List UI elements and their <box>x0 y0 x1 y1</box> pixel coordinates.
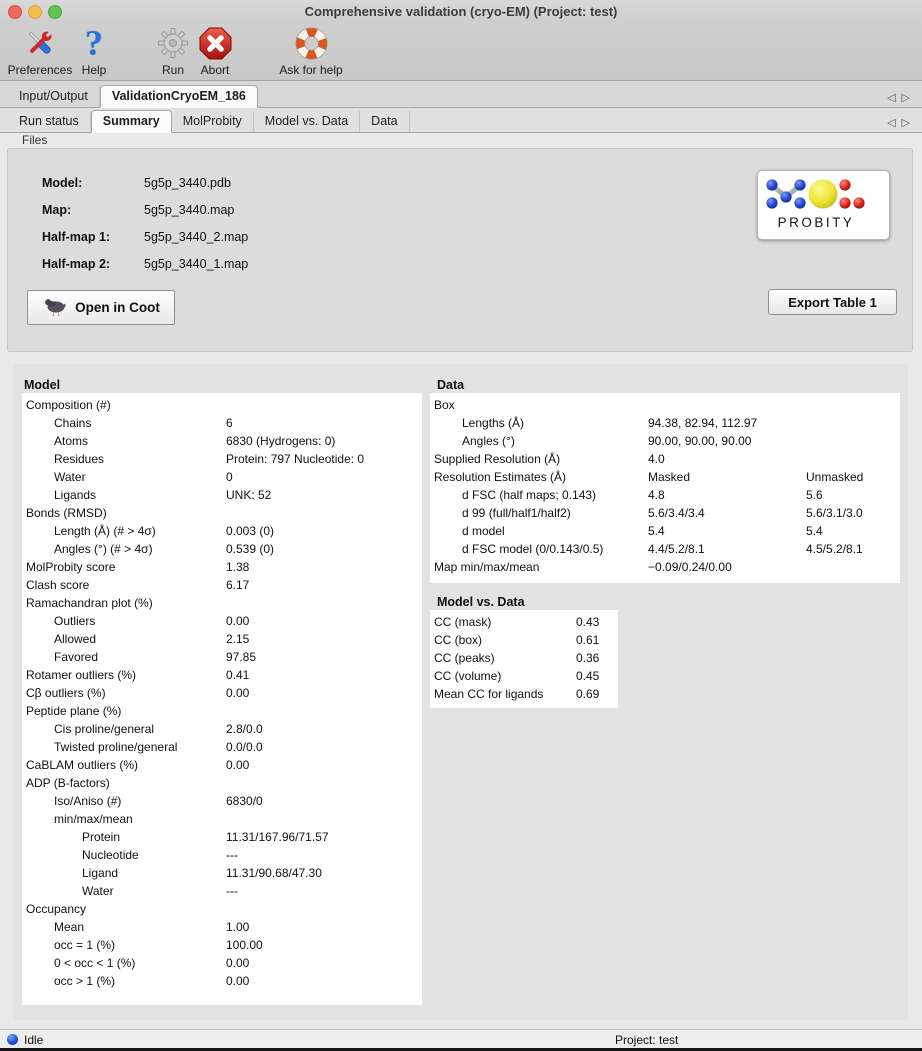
secondary-tabs <box>8 110 410 132</box>
row-label: d 99 (full/half1/half2) <box>462 506 571 520</box>
tools-icon <box>23 24 57 62</box>
row-value: 97.85 <box>226 650 257 664</box>
table-row <box>430 504 900 522</box>
row-label: Bonds (RMSD) <box>26 506 107 520</box>
row-label: Mean CC for ligands <box>434 687 544 701</box>
row-label: Nucleotide <box>82 848 139 862</box>
table-row <box>22 810 422 828</box>
row-label: Map min/max/mean <box>434 560 540 574</box>
table-row <box>22 972 422 990</box>
file-label: Model: <box>42 176 83 190</box>
row-value: 6.17 <box>226 578 250 592</box>
coot-bird-icon <box>42 296 69 320</box>
row-value-masked: 4.4/5.2/8.1 <box>648 542 705 556</box>
row-label: Water <box>82 884 114 898</box>
row-label: Rotamer outliers (%) <box>26 668 137 682</box>
tab-scroll-right-icon[interactable]: ▷ <box>901 92 916 104</box>
tab-scroll-nav <box>887 91 916 104</box>
status-indicator-icon <box>7 1034 18 1045</box>
row-value: 0.003 (0) <box>226 524 275 538</box>
tab-molprobity[interactable]: MolProbity <box>172 111 254 132</box>
table-row <box>22 612 422 630</box>
row-label: ADP (B-factors) <box>26 776 110 790</box>
row-value: 0 <box>226 470 233 484</box>
model-section-title: Model <box>24 378 61 392</box>
model-vs-data-table <box>430 610 618 708</box>
row-value: 0.36 <box>576 651 600 665</box>
row-value-masked: 4.8 <box>648 488 665 502</box>
tab-summary[interactable]: Summary <box>91 110 172 133</box>
row-value: 11.31/167.96/71.57 <box>226 830 329 844</box>
row-label: CC (peaks) <box>434 651 495 665</box>
row-label: Water <box>54 470 86 484</box>
files-group-label: Files <box>22 133 48 147</box>
molprobity-caption: PROBITY <box>777 215 854 230</box>
tab-validationcryoem-186[interactable]: ValidationCryoEM_186 <box>100 85 258 108</box>
row-label: d FSC model (0/0.143/0.5) <box>462 542 604 556</box>
row-value-unmasked: Unmasked <box>806 470 864 484</box>
row-value-masked: 90.00, 90.00, 90.00 <box>648 434 752 448</box>
table-row <box>430 522 900 540</box>
row-label: Ligands <box>54 488 97 502</box>
table-row <box>22 900 422 918</box>
row-value: 0.69 <box>576 687 600 701</box>
row-label: Favored <box>54 650 99 664</box>
row-label: Protein <box>82 830 121 844</box>
file-value: 5g5p_3440.map <box>144 203 235 217</box>
primary-tabs <box>8 85 258 107</box>
export-table-label: Export Table 1 <box>788 294 877 310</box>
file-value: 5g5p_3440.pdb <box>144 176 231 190</box>
row-label: CC (mask) <box>434 615 492 629</box>
table-row <box>430 540 900 558</box>
row-value-unmasked: 4.5/5.2/8.1 <box>806 542 863 556</box>
row-value: 0.00 <box>226 974 250 988</box>
table-row <box>430 685 618 703</box>
row-value: 6830 (Hydrogens: 0) <box>226 434 336 448</box>
open-in-coot-label: Open in Coot <box>75 300 160 315</box>
row-value: 0.00 <box>226 686 250 700</box>
table-row <box>22 936 422 954</box>
toolbar-label: Run <box>161 63 184 77</box>
gear-icon <box>157 24 189 62</box>
row-value-unmasked: 5.6/3.1/3.0 <box>806 506 863 520</box>
table-row <box>22 504 422 522</box>
toolbar-label: Help <box>81 63 107 77</box>
row-label: Box <box>434 398 455 412</box>
help-button[interactable] <box>74 24 114 77</box>
row-value: 100.00 <box>226 938 263 952</box>
row-value-masked: 5.6/3.4/3.4 <box>648 506 705 520</box>
file-value: 5g5p_3440_1.map <box>144 257 249 271</box>
row-value-masked: 4.0 <box>648 452 665 466</box>
table-row <box>22 792 422 810</box>
title-bar <box>0 0 922 22</box>
file-label: Half-map 1: <box>42 230 111 244</box>
table-row <box>430 432 900 450</box>
toolbar-label: Preferences <box>7 63 73 77</box>
row-value: Protein: 797 Nucleotide: 0 <box>226 452 365 466</box>
table-row <box>22 756 422 774</box>
run-button[interactable] <box>153 24 193 77</box>
row-value: 0.43 <box>576 615 600 629</box>
toolbar-label: Ask for help <box>279 63 343 77</box>
row-value: 0.00 <box>226 956 250 970</box>
table-row <box>22 702 422 720</box>
table-row <box>430 631 618 649</box>
row-value: 0.41 <box>226 668 250 682</box>
row-value: 0.00 <box>226 758 250 772</box>
status-state: Idle <box>24 1033 44 1047</box>
open-in-coot-button[interactable] <box>27 290 175 325</box>
tab-scroll-nav <box>887 116 916 129</box>
row-label: Mean <box>54 920 85 934</box>
data-table <box>430 393 900 583</box>
row-value: 2.15 <box>226 632 250 646</box>
row-label: d model <box>462 524 505 538</box>
table-row <box>22 738 422 756</box>
row-value: 6830/0 <box>226 794 263 808</box>
table-row <box>430 558 900 576</box>
lifebuoy-icon <box>295 24 328 62</box>
row-value: 11.31/90.68/47.30 <box>226 866 322 880</box>
table-row <box>430 667 618 685</box>
row-label: Cis proline/general <box>54 722 155 736</box>
tab-input-output[interactable]: Input/Output <box>8 86 100 107</box>
table-row <box>22 432 422 450</box>
row-label: Composition (#) <box>26 398 111 412</box>
row-value: 2.8/0.0 <box>226 722 263 736</box>
file-label: Half-map 2: <box>42 257 111 271</box>
model-table <box>22 393 422 1005</box>
tab-model-vs-data[interactable]: Model vs. Data <box>254 111 360 132</box>
window-title: Comprehensive validation (cryo-EM) (Project: test) <box>304 4 618 19</box>
file-value: 5g5p_3440_2.map <box>144 230 249 244</box>
file-label: Map: <box>42 203 72 217</box>
row-label: occ = 1 (%) <box>54 938 116 952</box>
table-row <box>430 396 900 414</box>
row-label: Chains <box>54 416 92 430</box>
table-row <box>22 414 422 432</box>
row-value: --- <box>226 884 238 898</box>
table-row <box>22 558 422 576</box>
row-label: occ > 1 (%) <box>54 974 116 988</box>
table-row <box>430 450 900 468</box>
row-label: Lengths (Å) <box>462 416 525 430</box>
row-value-unmasked: 5.6 <box>806 488 823 502</box>
table-row <box>22 774 422 792</box>
toolbar <box>0 22 922 81</box>
row-label: min/max/mean <box>54 812 133 826</box>
tab-scroll-left-icon[interactable]: ◁ <box>887 117 902 129</box>
table-row <box>22 648 422 666</box>
table-row <box>22 468 422 486</box>
row-label: Resolution Estimates (Å) <box>434 470 567 484</box>
row-label: Clash score <box>26 578 90 592</box>
table-row <box>430 613 618 631</box>
table-row <box>22 576 422 594</box>
row-label: Residues <box>54 452 105 466</box>
row-label: Ligand <box>82 866 119 880</box>
table-row <box>22 450 422 468</box>
table-row <box>22 720 422 738</box>
row-value: 1.38 <box>226 560 250 574</box>
row-label: Supplied Resolution (Å) <box>434 452 561 466</box>
table-row <box>22 684 422 702</box>
table-row <box>22 882 422 900</box>
row-label: Cβ outliers (%) <box>26 686 106 700</box>
row-label: CC (volume) <box>434 669 502 683</box>
table-row <box>22 666 422 684</box>
table-row <box>22 540 422 558</box>
tab-run-status[interactable]: Run status <box>8 111 91 132</box>
row-label: Ramachandran plot (%) <box>26 596 153 610</box>
model-vs-data-section-title: Model vs. Data <box>437 595 525 609</box>
row-label: CaBLAM outliers (%) <box>26 758 139 772</box>
row-value: 0.539 (0) <box>226 542 275 556</box>
row-label: CC (box) <box>434 633 483 647</box>
table-row <box>430 649 618 667</box>
row-label: 0 < occ < 1 (%) <box>54 956 136 970</box>
tab-scroll-right-icon[interactable]: ▷ <box>901 117 916 129</box>
row-label: Atoms <box>54 434 89 448</box>
row-label: d FSC (half maps; 0.143) <box>462 488 597 502</box>
abort-button[interactable] <box>193 24 237 77</box>
table-row <box>22 522 422 540</box>
row-label: Iso/Aniso (#) <box>54 794 122 808</box>
toolbar-label: Abort <box>200 63 230 77</box>
row-value: 0.00 <box>226 614 250 628</box>
tab-scroll-left-icon[interactable]: ◁ <box>887 92 902 104</box>
row-label: Length (Å) (# > 4σ) <box>54 524 156 538</box>
row-value: 6 <box>226 416 233 430</box>
table-row <box>430 486 900 504</box>
row-value-masked: 5.4 <box>648 524 665 538</box>
row-value: 0.45 <box>576 669 600 683</box>
row-value-masked: −0.09/0.24/0.00 <box>648 560 732 574</box>
molprobity-logo <box>757 170 890 240</box>
table-row <box>22 594 422 612</box>
row-value: 0.61 <box>576 633 600 647</box>
row-label: Peptide plane (%) <box>26 704 122 718</box>
table-row <box>22 954 422 972</box>
abort-icon <box>199 24 232 62</box>
preferences-button[interactable] <box>7 24 73 77</box>
row-value: 1.00 <box>226 920 250 934</box>
row-label: Allowed <box>54 632 97 646</box>
table-row <box>22 630 422 648</box>
question-icon: ? <box>85 23 103 63</box>
table-row <box>430 468 900 486</box>
table-row <box>22 864 422 882</box>
row-value-masked: Masked <box>648 470 691 484</box>
row-value: UNK: 52 <box>226 488 272 502</box>
row-value: 0.0/0.0 <box>226 740 263 754</box>
tab-data[interactable]: Data <box>360 111 409 132</box>
row-label: MolProbity score <box>26 560 116 574</box>
table-row <box>430 414 900 432</box>
row-label: Angles (°) <box>462 434 515 448</box>
row-label: Occupancy <box>26 902 87 916</box>
primary-tab-bar <box>0 81 922 108</box>
row-value-unmasked: 5.4 <box>806 524 823 538</box>
row-value-masked: 94.38, 82.94, 112.97 <box>648 416 758 430</box>
export-table-button[interactable] <box>768 289 897 315</box>
row-label: Angles (°) (# > 4σ) <box>54 542 153 556</box>
row-label: Outliers <box>54 614 96 628</box>
ask-for-help-button[interactable] <box>276 24 346 77</box>
status-bar <box>0 1029 922 1048</box>
table-row <box>22 486 422 504</box>
table-row <box>22 846 422 864</box>
row-label: Twisted proline/general <box>54 740 178 754</box>
row-value: --- <box>226 848 238 862</box>
data-section-title: Data <box>437 378 465 392</box>
table-row <box>22 828 422 846</box>
status-project: Project: test <box>615 1033 679 1047</box>
secondary-tab-bar <box>0 108 922 133</box>
table-row <box>22 918 422 936</box>
table-row <box>22 396 422 414</box>
